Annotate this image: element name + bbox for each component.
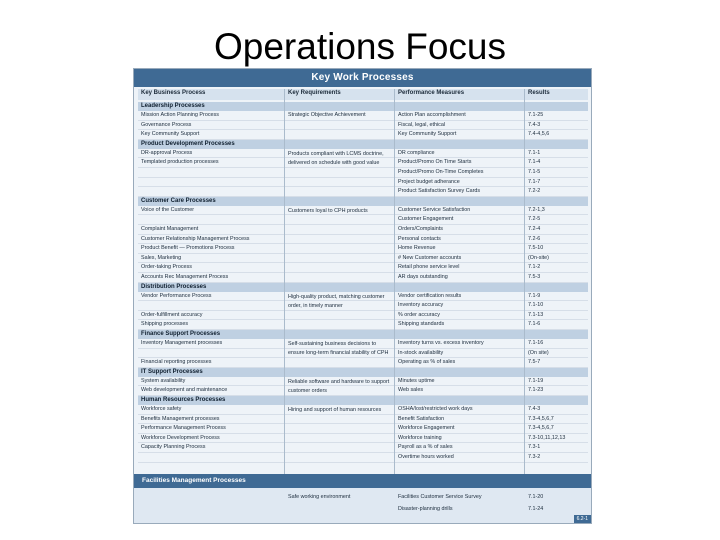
section-header: IT Support Processes: [138, 368, 588, 377]
result-cell: 7.2-1,3: [528, 206, 545, 213]
result-cell: 7.3-2: [528, 454, 541, 460]
result-cell: 7.1-23: [528, 387, 544, 394]
result-cell: 7.1-1: [528, 149, 541, 156]
process-cell: Complaint Management: [141, 226, 199, 232]
requirement-cell: Strategic Objective Achievement: [288, 112, 366, 118]
measure-cell: Retail phone service level: [398, 264, 460, 271]
result-cell: 7.4-4,5,6: [528, 131, 550, 138]
process-cell: Inventory Management processes: [141, 340, 223, 346]
process-cell: Benefits Management processes: [141, 415, 220, 422]
table-row: [138, 424, 588, 434]
process-cell: Workforce safety: [141, 406, 182, 412]
result-cell: 7.1-5: [528, 169, 541, 175]
table-row: [138, 187, 588, 197]
facilities-result: 7.1-20: [528, 494, 544, 500]
facilities-measure: Facilities Customer Service Survey: [398, 494, 482, 500]
table-row: [138, 311, 588, 321]
section-requirement: High-quality product, matching customer order, in timely manner: [288, 293, 385, 309]
table-row: [138, 434, 588, 444]
table-row: [138, 225, 588, 235]
section-requirement: Self-sustaining business decisions to ensure long-term financial stability of CPH: [288, 341, 389, 356]
process-cell: Product Benefit — Promotions Process: [141, 245, 235, 252]
facilities-requirement: Safe working environment: [288, 494, 351, 500]
column-divider: [284, 89, 285, 479]
result-cell: 7.2-4: [528, 226, 541, 232]
result-cell: 7.5-7: [528, 359, 541, 366]
process-cell: Templated production processes: [141, 159, 219, 166]
facilities-section: [134, 474, 592, 524]
process-cell: Voice of the Customer: [141, 206, 195, 213]
measure-cell: Project budget adherance: [398, 178, 460, 185]
result-cell: 7.2-2: [528, 188, 541, 195]
result-cell: 7.2-5: [528, 216, 541, 223]
result-cell: 7.1-2: [528, 264, 541, 271]
table-row: [138, 415, 588, 425]
measure-cell: Personal contacts: [398, 235, 441, 242]
section-requirement: Hiring and support of human resources: [288, 407, 382, 413]
result-cell: 7.1-4: [528, 159, 541, 166]
result-cell: 7.4-3: [528, 121, 541, 128]
result-cell: 7.2-6: [528, 235, 541, 242]
result-cell: 7.1-6: [528, 321, 541, 328]
result-cell: 7.1-13: [528, 311, 544, 318]
table-row: [138, 244, 588, 254]
process-cell: Financial reporting processes: [141, 359, 212, 366]
result-cell: 7.1-16: [528, 340, 544, 346]
process-cell: Capacity Planning Process: [141, 444, 206, 451]
measure-cell: In-stock availability: [398, 349, 444, 356]
section-header: Finance Support Processes: [138, 330, 588, 339]
section-header: Leadership Processes: [138, 102, 588, 111]
section-header: Human Resources Processes: [138, 396, 588, 405]
table-row: [138, 273, 588, 283]
table-row: [138, 178, 588, 188]
section-header: Product Development Processes: [138, 140, 588, 149]
facilities-measure: Disaster-planning drills: [398, 506, 453, 512]
table-row: [138, 111, 588, 121]
section-requirement: Reliable software and hardware to support customer orders: [288, 378, 390, 394]
measure-cell: Inventory accuracy: [398, 302, 444, 309]
section-header: Distribution Processes: [138, 283, 588, 292]
measure-cell: Payroll as a % of sales: [398, 444, 453, 451]
table-row: [138, 215, 588, 225]
measure-cell: DR compliance: [398, 149, 435, 156]
table-row: [138, 443, 588, 453]
result-cell: 7.3-10,11,12,13: [528, 434, 566, 441]
measure-cell: Customer Engagement: [398, 216, 454, 223]
result-cell: 7.3-4,5,6,7: [528, 425, 554, 432]
measure-cell: Workforce training: [398, 434, 442, 441]
table-row: [138, 453, 588, 463]
process-cell: Mission Action Planning Process: [141, 112, 219, 118]
table-row: [138, 168, 588, 178]
result-cell: 7.1-10: [528, 302, 544, 309]
column-headers: [138, 89, 588, 100]
process-cell: Governance Process: [141, 121, 192, 128]
table-row: [138, 358, 588, 368]
result-cell: 7.1-7: [528, 178, 541, 185]
column-header-process: Key Business Process: [141, 90, 206, 96]
page-tag: 6.2-1: [574, 515, 591, 523]
result-cell: 7.1-19: [528, 377, 544, 384]
process-cell: Vendor Performance Process: [141, 292, 212, 299]
result-cell: 7.3-4,5,6,7: [528, 415, 554, 422]
section-requirement: Customers loyal to CPH products: [288, 207, 368, 214]
measure-cell: Key Community Support: [398, 131, 457, 138]
column-header-requirements: Key Requirements: [288, 90, 341, 96]
process-cell: DR-approval Process: [141, 149, 193, 156]
measure-cell: Vendor certification results: [398, 292, 462, 299]
measure-cell: OSHA/lost/restricted work days: [398, 406, 473, 412]
table-row: [138, 130, 588, 140]
column-divider: [524, 89, 525, 479]
process-cell: Performance Management Process: [141, 425, 226, 432]
table-row: [138, 504, 588, 515]
process-cell: Key Community Support: [141, 131, 200, 138]
measure-cell: Web sales: [398, 387, 424, 394]
process-cell: Customer Relationship Management Process: [141, 235, 250, 242]
measure-cell: # New Customer accounts: [398, 254, 462, 261]
section-requirement: Products compliant with LCMS doctrine, delivered on schedule with good value: [288, 150, 384, 166]
facilities-banner: Facilities Management Processes: [134, 474, 592, 488]
result-cell: 7.1-25: [528, 112, 544, 118]
result-cell: (On site): [528, 349, 549, 356]
table-row: [138, 492, 588, 503]
result-cell: (On-site): [528, 254, 549, 261]
measure-cell: Benefit Satisfaction: [398, 415, 445, 422]
process-cell: Shipping processes: [141, 321, 189, 328]
table-row: [138, 263, 588, 273]
measure-cell: Overtime hours worked: [398, 454, 454, 460]
measure-cell: Fiscal, legal, ethical: [398, 121, 446, 128]
measure-cell: Home Revenue: [398, 245, 436, 252]
process-cell: Accounts Rec Management Process: [141, 274, 229, 280]
table-banner: Key Work Processes: [134, 69, 591, 87]
column-header-measures: Performance Measures: [398, 90, 465, 96]
process-cell: Order-taking Process: [141, 264, 192, 271]
process-cell: Web development and maintenance: [141, 387, 228, 394]
process-cell: System availability: [141, 377, 186, 384]
measure-cell: Minutes uptime: [398, 377, 435, 384]
measure-cell: Inventory turns vs. excess inventory: [398, 340, 484, 346]
measure-cell: Product/Promo On Time Starts: [398, 159, 472, 166]
table-row: [138, 121, 588, 131]
table-row: [138, 320, 588, 330]
process-cell: Workforce Development Process: [141, 434, 220, 441]
column-header-results: Results: [528, 90, 550, 96]
measure-cell: Workforce Engagement: [398, 425, 455, 432]
measure-cell: % order accuracy: [398, 311, 440, 318]
table-row: [138, 254, 588, 264]
measure-cell: Product Satisfaction Survey Cards: [398, 188, 481, 195]
facilities-result: 7.1-24: [528, 506, 544, 512]
measure-cell: Orders/Complaints: [398, 226, 443, 232]
measure-cell: Product/Promo On-Time Completes: [398, 169, 484, 175]
result-cell: 7.1-9: [528, 292, 541, 299]
key-work-processes-table: [133, 68, 592, 524]
column-divider: [394, 89, 395, 479]
slide-title: Operations Focus: [213, 26, 507, 67]
result-cell: 7.5-3: [528, 274, 541, 280]
result-cell: 7.5-10: [528, 245, 544, 252]
result-cell: 7.4-3: [528, 406, 541, 412]
result-cell: 7.3-1: [528, 444, 541, 451]
measure-cell: Customer Service Satisfaction: [398, 206, 471, 213]
process-cell: Sales, Marketing: [141, 254, 182, 261]
process-cell: Order-fulfillment accuracy: [141, 311, 203, 318]
measure-cell: AR days outstanding: [398, 274, 448, 280]
measure-cell: Action Plan accomplishment: [398, 112, 466, 118]
section-header: Customer Care Processes: [138, 197, 588, 206]
measure-cell: Operating as % of sales: [398, 359, 456, 366]
measure-cell: Shipping standards: [398, 321, 445, 328]
table-row: [138, 235, 588, 245]
